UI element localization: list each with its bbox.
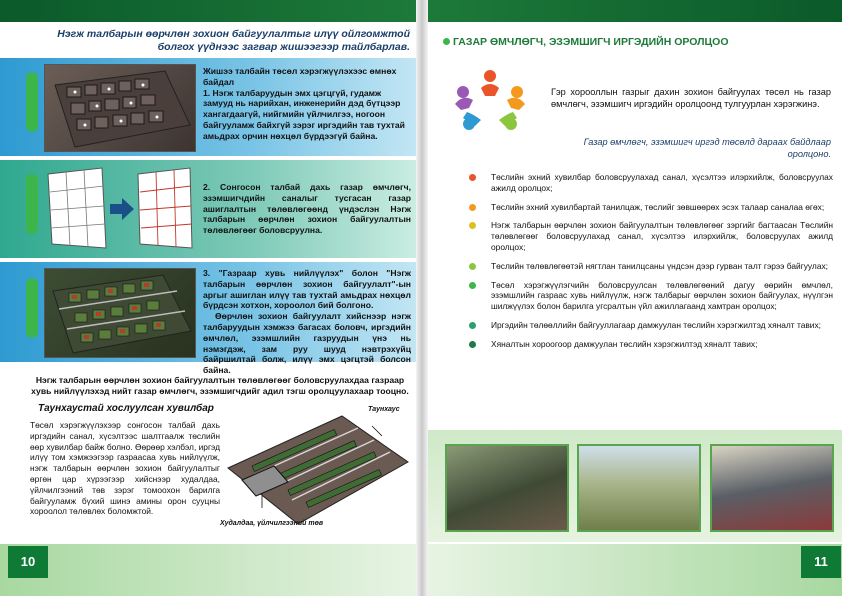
townhouse-label: Таунхаус [368,406,400,413]
list-item: Төсөл хэрэгжүүлэгчийн боловсруулсан төлөвлөгөөний дагуу өөрийн өмчлөл, эзэмшлийн газраас хувь нийлүүлж, нэгж талбарыг өөрчлөн зохион байгуулах, нүүлгэн шилжүүлэх болон барилга угсралтын үйл ажиллагаанд хамтран оролцох; [461,280,833,312]
meeting-photo-3 [710,444,834,532]
plot-after-image [44,268,196,358]
band-2-text: 2. Сонгосон талбай дахь газар өмчлөгч, эзэмшигчдийн саналыг тусгасан газар ашиглалтын төлөвлөгөөнд үндэслэн Нэгж талбарын өөрчлөн зохион байгуулалтын төлөвлөгөөг боловсруулна. [203,182,411,236]
right-bottom-bar [421,544,842,596]
page-number-right: 11 [801,546,841,578]
band-tab-3 [26,278,38,338]
band-tab-1 [26,72,38,132]
right-intro: Гэр хорооллын газрыг дахин зохион байгуулах төсөл нь газар өмчлөгч, эзэмшигч иргэдийн оролцоонд тулгуурлан хэрэгжинэ. [551,87,831,109]
title-bullet-icon [443,38,450,45]
band-1-text: Жишээ талбайн төсөл хэрэгжүүлэхээс өмнөх байдал 1. Нэгж талбаруудын эмх цэгцгүй, гудамж замууд нь нарийхан, инженерийн дэд бүтцээр хангагдаагүй, нийгмийн үйлчилгээ, ногоон байгууламж байхгүй зэрэг иргэдийн тав тухтай амьдрах орчин нөхцөл бүрдээгүй байна. [203,66,405,141]
list-item: Төслийн эхний хувилбартай танилцаж, төслийг зөвшөөрөх эсэх талаар саналаа өгөх; [461,202,833,213]
bullet-dot-icon [469,263,476,270]
page-number-left: 10 [8,546,48,578]
right-top-bar [421,0,842,22]
left-top-bar [0,0,421,22]
townhouse-heading: Таунхаустай хослуулсан хувилбар [38,403,214,414]
plot-before-image [44,64,196,152]
participation-list [461,172,833,350]
list-item: Иргэдийн төлөөллийн байгууллагаар дамжуулан төслийн хэрэгжилтэд хяналт тавих; [461,320,833,331]
bullet-dot-icon [469,282,476,289]
meeting-photo-2 [577,444,701,532]
band-tab-2 [26,174,38,234]
plan-transform-image [44,164,194,254]
list-item: Төслийн эхний хувилбар боловсруулахад санал, хүсэлтээ илэрхийлж, боловсруулах ажилд оролцох; [461,172,833,194]
bullet-dot-icon [469,174,476,181]
right-page [421,0,842,596]
bullet-dot-icon [469,322,476,329]
left-paragraph: Нэгж талбарын өөрчлөн зохион байгуулалтын төлөвлөгөөг боловсруулахдаа газраар хувь нийлүүлэхэд нийт газар өмчлөгч, эзэмшигчдийг адил тэгш оролцуулахаар тооцно. [31,375,409,396]
left-bottom-bar [0,544,421,596]
list-item: Хяналтын хороогоор дамжуулан төслийн хэрэгжилтэд хяналт тавих; [461,339,833,350]
left-intro: Нэгж талбарын өөрчлөн зохион байгуулалтыг илүү ойлгомжтой болгох үүднээс загвар жишээгээр тайлбарлав. [57,28,410,53]
meeting-photo-1 [445,444,569,532]
list-item: Төслийн төлөвлөгөөтэй нягтлан танилцсаны үндсэн дээр гурван талт гэрээ байгуулах; [461,261,833,272]
bullet-dot-icon [469,222,476,229]
right-italic-note: Газар өмчлөгч, эзэмшигч иргэд төсөлд дараах байдлаар оролцоно. [583,137,831,159]
right-title: ГАЗАР ӨМЧЛӨГЧ, ЭЗЭМШИГЧ ИРГЭДИЙН ОРОЛЦОО [453,36,729,48]
trade-center-label: Худалдаа, үйлчилгээний төв [220,520,324,527]
townhouse-image [222,408,410,528]
bullet-dot-icon [469,204,476,211]
band-3-text [203,268,411,376]
band-3-text-a: 3. "Газраар хувь нийлүүлэх" болон "Нэгж талбарын өөрчлөн зохион байгуулалт"-ын аргыг ашиглан илүү тав тухтай амьдрах нөхцөл бүрдсэн хотхон, хороолол бий болгоно. [203,268,411,311]
bullet-dot-icon [469,341,476,348]
book-gutter [416,0,428,596]
list-item: Нэгж талбарын өөрчлөн зохион байгуулалтын төлөвлөгөөг зэргийг багтаасан Төслийн төлөвлөгөөг боловсруулахад санал, хүсэлтээ илэрхийлж, боловсруулах ажилд оролцох; [461,220,833,252]
townhouse-body: Төсөл хэрэгжүүлэхээр сонгосон талбай дахь иргэдийн санал, хүсэлтээс шалтгаалж төслийн өөр хувилбар байж болно. Өөрөөр хэлбэл, иргэд илүү том хэмжээгээр газраасаа хувь нийлүүлж, нэгж талбарын өөрчлөн зохион байгуулалтыг өргөн цар хүрээгээр хийснээр худалдаа, үйлчилгээний төв зэрэг томоохон барилга байгууламж бүхий шинэ амины орон сууцны хороолол төлөвлөх боломжтой. [30,420,220,517]
band-3-text-b: Өөрчлөн зохион байгуулалт хийснээр нэгж талбаруудын хэмжээ багасах боловч, иргэдийн өмчлөл, эзэмшлийн газруудын үнэ нь нэмэгдэж, зам руу шууд нэвтрэхүйц байршилтай болж, илүү эмх цэгцтэй болсон байна. [203,311,411,376]
people-circle-icon [451,66,529,136]
